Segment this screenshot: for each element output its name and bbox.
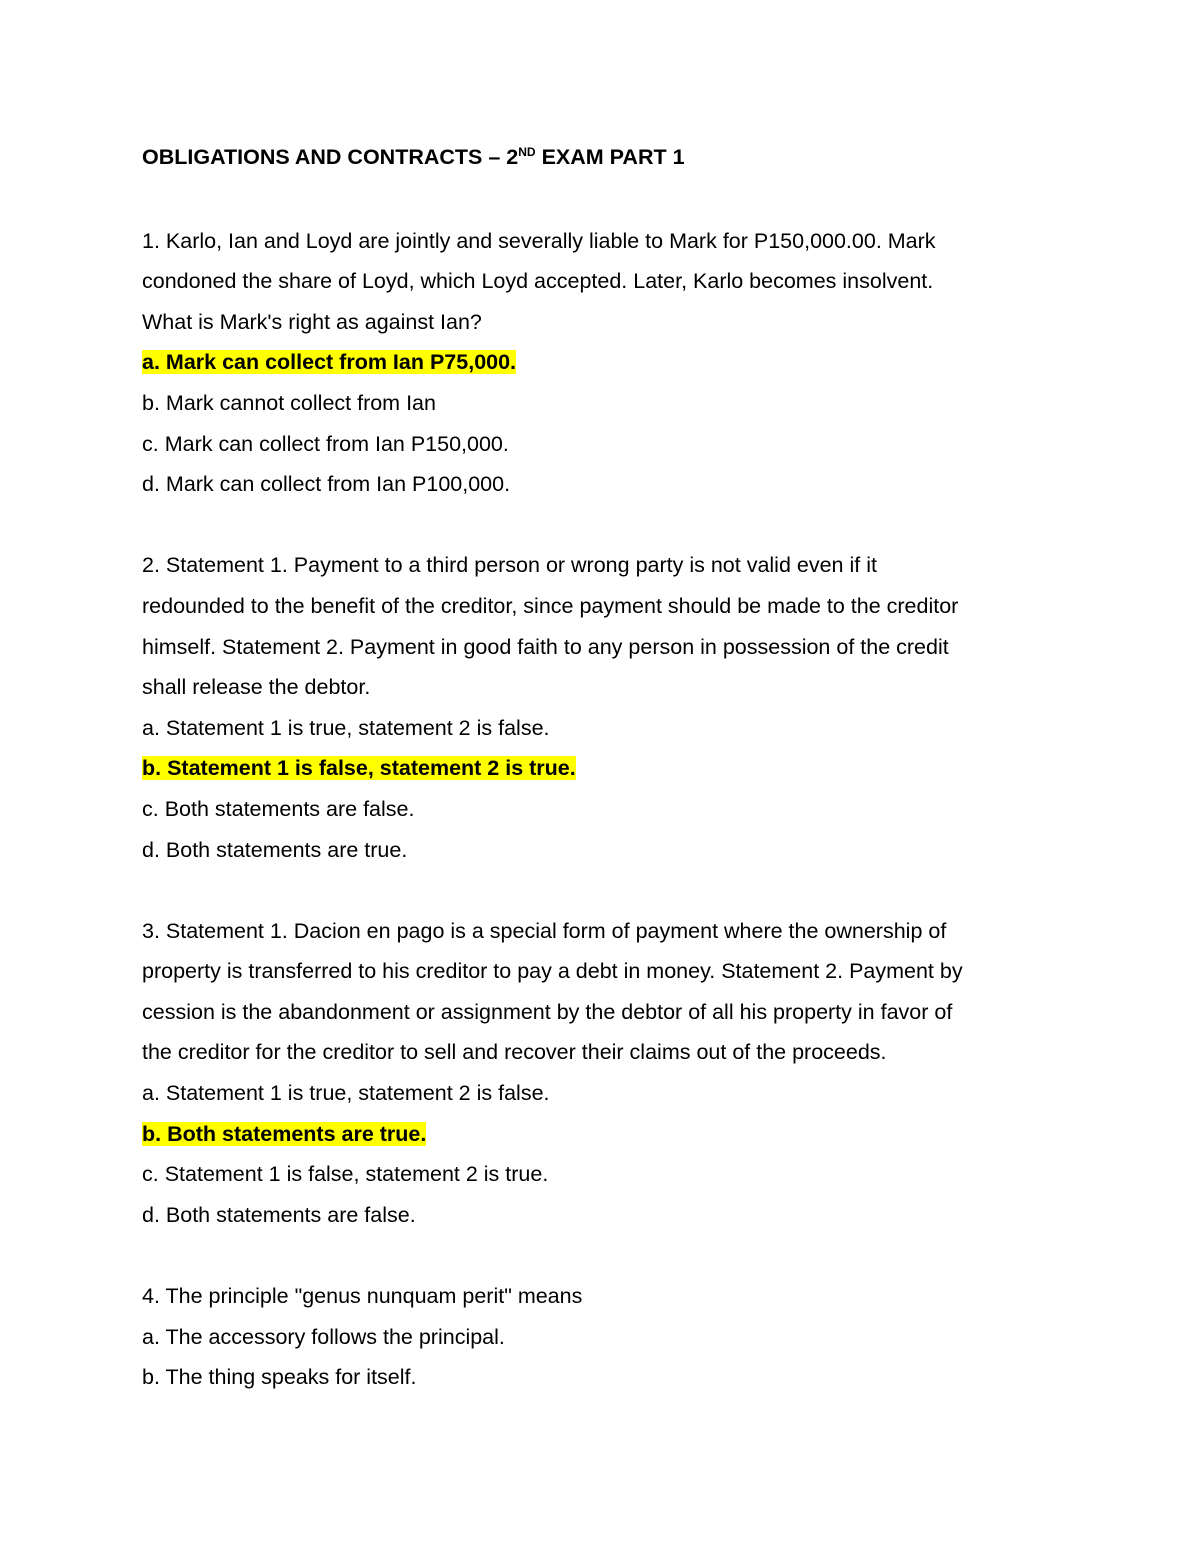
- question-4-stem-line: 4. The principle "genus nunquam perit" means: [142, 1284, 583, 1309]
- question-3-option-d: d. Both statements are false.: [142, 1202, 416, 1227]
- title-suffix: EXAM PART 1: [535, 145, 685, 169]
- spacer: [142, 180, 1062, 221]
- question-3-stem-line: property is transferred to his creditor to pay a debt in money. Statement 2. Payment by: [142, 959, 963, 984]
- document-body: [142, 140, 1062, 1398]
- spacer: [142, 1235, 1062, 1276]
- title-superscript: ND: [518, 145, 536, 159]
- question-2-stem-line: 2. Statement 1. Payment to a third person or wrong party is not valid even if it: [142, 553, 877, 578]
- question-3-stem-line: cession is the abandonment or assignment by the debtor of all his property in favor of: [142, 999, 953, 1024]
- question-4-option-a: a. The accessory follows the principal.: [142, 1324, 505, 1349]
- answer-highlight: b. Both statements are true.: [142, 1121, 427, 1146]
- question-3-option-b-correct: [142, 1114, 1062, 1155]
- question-3-stem-line: the creditor for the creditor to sell and recover their claims out of the proceeds.: [142, 1040, 887, 1065]
- question-1-option-c: c. Mark can collect from Ian P150,000.: [142, 431, 509, 456]
- question-4: [142, 1276, 1062, 1398]
- question-1: [142, 221, 1062, 505]
- question-4-option-b: b. The thing speaks for itself.: [142, 1365, 417, 1390]
- question-2-stem-line: shall release the debtor.: [142, 675, 371, 700]
- question-2-option-c: c. Both statements are false.: [142, 796, 415, 821]
- page-title: [142, 140, 1062, 180]
- question-2-option-d: d. Both statements are true.: [142, 837, 408, 862]
- question-1-option-a-correct: [142, 342, 1062, 383]
- question-2: [142, 545, 1062, 870]
- question-1-option-d: d. Mark can collect from Ian P100,000.: [142, 472, 511, 497]
- spacer: [142, 505, 1062, 546]
- question-1-option-b: b. Mark cannot collect from Ian: [142, 390, 436, 415]
- answer-highlight: a. Mark can collect from Ian P75,000.: [142, 350, 517, 375]
- title-prefix: OBLIGATIONS AND CONTRACTS – 2: [142, 145, 519, 169]
- question-1-stem-line: 1. Karlo, Ian and Loyd are jointly and severally liable to Mark for P150,000.00. Mark: [142, 228, 936, 253]
- question-2-stem-line: redounded to the benefit of the creditor, since payment should be made to the creditor: [142, 593, 959, 618]
- question-3-option-a: a. Statement 1 is true, statement 2 is false.: [142, 1081, 550, 1106]
- question-2-option-a: a. Statement 1 is true, statement 2 is false.: [142, 715, 550, 740]
- question-1-stem-line: What is Mark's right as against Ian?: [142, 309, 482, 334]
- question-2-stem-line: himself. Statement 2. Payment in good faith to any person in possession of the credit: [142, 634, 949, 659]
- question-3-option-c: c. Statement 1 is false, statement 2 is true.: [142, 1162, 549, 1187]
- question-3-stem-line: 3. Statement 1. Dacion en pago is a special form of payment where the ownership of: [142, 918, 947, 943]
- question-3: [142, 911, 1062, 1236]
- spacer: [142, 870, 1062, 911]
- question-2-option-b-correct: [142, 748, 1062, 789]
- question-1-stem-line: condoned the share of Loyd, which Loyd accepted. Later, Karlo becomes insolvent.: [142, 269, 934, 294]
- answer-highlight: b. Statement 1 is false, statement 2 is true.: [142, 756, 576, 781]
